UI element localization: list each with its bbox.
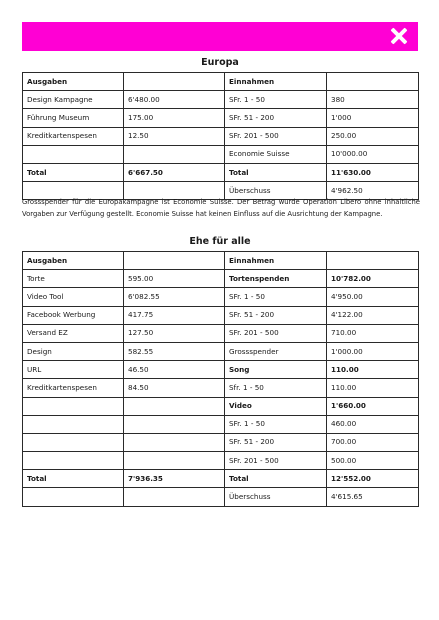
europa-cell: SFr. 1 - 50 — [225, 91, 327, 109]
ehe-table-row — [23, 252, 419, 270]
ehe-cell: 582.55 — [124, 342, 225, 360]
europa-cell: Ausgaben — [23, 73, 124, 91]
ehe-cell: 700.00 — [327, 433, 419, 451]
ehe-cell: 1'000.00 — [327, 342, 419, 360]
europa-cell — [327, 73, 419, 91]
ehe-cell: SFr. 1 - 50 — [225, 288, 327, 306]
ehe-cell: 4'615.65 — [327, 488, 419, 506]
close-icon[interactable] — [388, 25, 410, 47]
ehe-cell — [23, 452, 124, 470]
ehe-cell: Total — [23, 470, 124, 488]
ehe-cell: 110.00 — [327, 379, 419, 397]
ehe-table-row — [23, 415, 419, 433]
ehe-cell: 110.00 — [327, 361, 419, 379]
ehe-cell: 127.50 — [124, 324, 225, 342]
europa-cell: 250.00 — [327, 127, 419, 145]
europa-cell: SFr. 201 - 500 — [225, 127, 327, 145]
ehe-cell: 4'950.00 — [327, 288, 419, 306]
ehe-cell — [23, 415, 124, 433]
europa-title: Europa — [201, 57, 239, 68]
ehe-table-row — [23, 361, 419, 379]
ehe-cell: 1'660.00 — [327, 397, 419, 415]
ehe-cell — [124, 252, 225, 270]
ehe-cell — [124, 415, 225, 433]
ehe-table-row — [23, 488, 419, 506]
ehe-cell — [23, 433, 124, 451]
ehe-table-row — [23, 324, 419, 342]
ehe-cell: 417.75 — [124, 306, 225, 324]
ehe-cell: 7'936.35 — [124, 470, 225, 488]
europa-table-row — [23, 127, 419, 145]
ehe-cell: Song — [225, 361, 327, 379]
ehe-cell: Facebook Werbung — [23, 306, 124, 324]
ehe-table-row — [23, 288, 419, 306]
europa-cell: 4'962.50 — [327, 182, 419, 200]
europa-table-row — [23, 91, 419, 109]
europa-cell: Einnahmen — [225, 73, 327, 91]
ehe-table-row — [23, 270, 419, 288]
europa-cell: 175.00 — [124, 109, 225, 127]
ehe-cell: Total — [225, 470, 327, 488]
ehe-cell: SFr. 51 - 200 — [225, 433, 327, 451]
europa-cell: Überschuss — [225, 182, 327, 200]
europa-cell: Economie Suisse — [225, 145, 327, 163]
ehe-cell: 460.00 — [327, 415, 419, 433]
ehe-cell: Einnahmen — [225, 252, 327, 270]
europa-table — [22, 72, 419, 200]
europa-cell: Führung Museum — [23, 109, 124, 127]
donor-note: Grossspender für die Europakampagne ist Economie Suisse. Der Betrag wurde Operation Libero ohne inhaltliche Vorgaben zur Verfügung gestellt. Economie Suisse hat keinen Einfluss auf die Ausrichtung der Kampagne. — [22, 198, 420, 218]
ehe-cell — [124, 397, 225, 415]
ehe-cell: Ausgaben — [23, 252, 124, 270]
ehe-cell — [23, 488, 124, 506]
ehe-table-row — [23, 397, 419, 415]
europa-cell: Total — [225, 163, 327, 181]
europa-cell: 380 — [327, 91, 419, 109]
europa-cell: Kreditkartenspesen — [23, 127, 124, 145]
europa-cell: 10'000.00 — [327, 145, 419, 163]
ehe-cell — [124, 452, 225, 470]
ehe-table-row — [23, 452, 419, 470]
ehe-table-row — [23, 342, 419, 360]
europa-table-row — [23, 73, 419, 91]
ehe-title: Ehe für alle — [189, 236, 251, 247]
ehe-table-row — [23, 470, 419, 488]
ehe-cell: SFr. 51 - 200 — [225, 306, 327, 324]
ehe-cell: 4'122.00 — [327, 306, 419, 324]
ehe-cell: 500.00 — [327, 452, 419, 470]
europa-table-row — [23, 145, 419, 163]
ehe-cell: Torte — [23, 270, 124, 288]
ehe-cell: 84.50 — [124, 379, 225, 397]
europa-cell: 12.50 — [124, 127, 225, 145]
ehe-cell: Video — [225, 397, 327, 415]
europa-cell: SFr. 51 - 200 — [225, 109, 327, 127]
europa-cell: 6'667.50 — [124, 163, 225, 181]
ehe-cell — [124, 433, 225, 451]
europa-cell: 6'480.00 — [124, 91, 225, 109]
ehe-cell — [327, 252, 419, 270]
europa-cell — [23, 145, 124, 163]
ehe-table — [22, 251, 419, 507]
europa-cell — [124, 145, 225, 163]
ehe-cell: SFr. 201 - 500 — [225, 452, 327, 470]
ehe-table-row — [23, 433, 419, 451]
ehe-cell: Versand EZ — [23, 324, 124, 342]
europa-cell — [124, 73, 225, 91]
ehe-table-row — [23, 379, 419, 397]
ehe-cell: 6'082.55 — [124, 288, 225, 306]
europa-table-row — [23, 163, 419, 181]
europa-table-row — [23, 109, 419, 127]
ehe-cell: Kreditkartenspesen — [23, 379, 124, 397]
top-bar — [22, 22, 418, 51]
ehe-table-row — [23, 306, 419, 324]
ehe-cell: Grossspender — [225, 342, 327, 360]
europa-cell: Design Kampagne — [23, 91, 124, 109]
ehe-cell: Sfr. 1 - 50 — [225, 379, 327, 397]
europa-cell: 1'000 — [327, 109, 419, 127]
ehe-cell: 12'552.00 — [327, 470, 419, 488]
ehe-cell: Video Tool — [23, 288, 124, 306]
ehe-cell: URL — [23, 361, 124, 379]
ehe-cell: 10'782.00 — [327, 270, 419, 288]
ehe-cell: SFr. 1 - 50 — [225, 415, 327, 433]
ehe-cell: 710.00 — [327, 324, 419, 342]
ehe-cell: Überschuss — [225, 488, 327, 506]
ehe-cell: SFr. 201 - 500 — [225, 324, 327, 342]
ehe-cell — [124, 488, 225, 506]
ehe-cell — [23, 397, 124, 415]
europa-cell: Total — [23, 163, 124, 181]
ehe-cell: 46.50 — [124, 361, 225, 379]
ehe-cell: Design — [23, 342, 124, 360]
ehe-cell: 595.00 — [124, 270, 225, 288]
ehe-cell: Tortenspenden — [225, 270, 327, 288]
europa-cell: 11'630.00 — [327, 163, 419, 181]
